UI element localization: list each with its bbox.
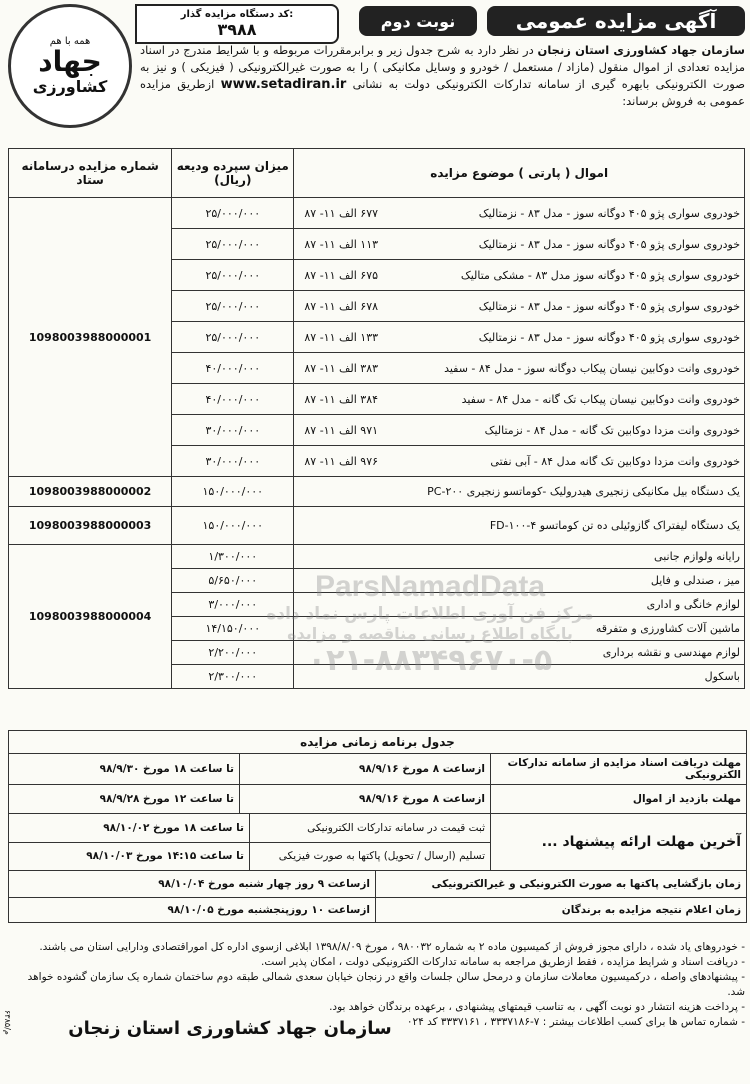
schedule-row — [9, 754, 746, 785]
schedule-row — [9, 785, 746, 814]
item-deposit: ۲/۳۰۰/۰۰۰ — [172, 665, 294, 689]
item-description — [294, 198, 745, 229]
item-description — [294, 353, 745, 384]
logo-top-text: همه با هم — [49, 36, 91, 47]
item-plate: ۱۱۳ الف ۱۱- ۸۷ — [304, 237, 379, 251]
schedule-from: ازساعت ۸ مورخ ۹۸/۹/۱۶ — [239, 785, 490, 813]
table-row — [9, 477, 745, 507]
note-item: - شماره تماس ها برای کسب اطلاعات بیشتر : ۷-۳۳۳۷۱۸۶ ، ۳۳۳۷۱۶۱ کد ۰۲۴ — [406, 1016, 745, 1028]
item-description — [294, 415, 745, 446]
auction-ref-number: 1098003988000001 — [9, 198, 172, 477]
item-description — [294, 229, 745, 260]
item-description — [294, 260, 745, 291]
schedule-subrow — [9, 843, 490, 871]
item-description — [294, 291, 745, 322]
item-description: یک دستگاه لیفتراک گازوئیلی ده تن کوماتسو FD-۱۰۰-۴ — [294, 507, 745, 545]
intro-paragraph — [140, 42, 745, 110]
schedule-from: ازساعت ۸ مورخ ۹۸/۹/۱۶ — [239, 754, 490, 784]
auction-items-table — [8, 148, 745, 689]
item-deposit: ۲۵/۰۰۰/۰۰۰ — [172, 260, 294, 291]
schedule-value: ازساعت ۹ روز چهار شنبه مورخ ۹۸/۱۰/۰۴ — [158, 878, 370, 890]
note-item: - دریافت اسناد و شرایط مزایده ، فقط ازطریق مراجعه به سامانه تدارکات الکترونیکی دولت ، امکان پذیر است. — [260, 956, 745, 968]
item-desc-wrap — [298, 393, 740, 406]
item-deposit: ۲۵/۰۰۰/۰۰۰ — [172, 229, 294, 260]
item-description: رایانه ولوازم جانبی — [294, 545, 745, 569]
auction-ref-number: 1098003988000004 — [9, 545, 172, 689]
schedule-row — [9, 898, 746, 922]
schedule-to: تا ساعت ۱۸ مورخ ۹۸/۱۰/۰۲ — [103, 821, 244, 834]
note-item: - خودروهای یاد شده ، دارای مجوز فروش از کمیسیون ماده ۲ به شماره ۹۸۰۰۳۲ ، مورخ ۱۳۹۸/۸/۰۹ ابلاغی ازسوی اداره کل اموراقتصادی ودارایی استان می باشند. — [39, 941, 745, 953]
setadiran-link[interactable]: www.setadiran.ir — [220, 77, 347, 92]
side-code: م/۶۳۸۵ — [3, 1010, 12, 1035]
item-deposit: ۳۰/۰۰۰/۰۰۰ — [172, 415, 294, 446]
col-header-deposit: میزان سپرده ودیعه (ریال) — [172, 149, 294, 198]
schedule-value: ازساعت ۱۰ روزپنجشنبه مورخ ۹۸/۱۰/۰۵ — [167, 904, 370, 916]
item-plate: ۶۷۷ الف ۱۱- ۸۷ — [304, 206, 379, 220]
item-deposit: ۳۰/۰۰۰/۰۰۰ — [172, 446, 294, 477]
item-description: ماشین آلات کشاورزی و متفرقه — [294, 617, 745, 641]
schedule-to: تا ساعت ۱۴:۱۵ مورخ ۹۸/۱۰/۰۳ — [86, 850, 244, 863]
item-deposit: ۱۵۰/۰۰۰/۰۰۰ — [172, 477, 294, 507]
organizer-code-label: کد دستگاه مزایده گذار: — [180, 9, 294, 20]
item-desc-text: خودروی وانت دوکابین نیسان پیکاب دوگانه سوز - مدل ۸۴ - سفید — [444, 361, 740, 375]
schedule-table — [8, 730, 747, 923]
item-deposit: ۲۵/۰۰۰/۰۰۰ — [172, 198, 294, 229]
jihad-keshavarzi-logo — [8, 4, 132, 128]
item-description — [294, 446, 745, 477]
schedule-group-label: آخرین مهلت ارائه پیشنهاد ... — [490, 814, 746, 870]
schedule-to: تا ساعت ۱۲ مورخ ۹۸/۹/۲۸ — [99, 793, 234, 805]
footer-signature: سازمان جهاد کشاورزی استان زنجان — [68, 1018, 392, 1039]
item-plate: ۹۷۶ الف ۱۱- ۸۷ — [304, 454, 379, 468]
item-desc-wrap — [298, 269, 740, 282]
round-label: نوبت دوم — [359, 6, 477, 36]
item-desc-wrap — [298, 455, 740, 468]
table-row — [9, 507, 745, 545]
item-deposit: ۴۰/۰۰۰/۰۰۰ — [172, 384, 294, 415]
schedule-label: زمان اعلام نتیجه مزایده به برندگان — [375, 898, 746, 922]
item-deposit: ۳/۰۰۰/۰۰۰ — [172, 593, 294, 617]
col-header-ref: شماره مزایده درسامانه ستاد — [9, 149, 172, 198]
item-plate: ۱۳۳ الف ۱۱- ۸۷ — [304, 330, 379, 344]
item-deposit: ۱/۳۰۰/۰۰۰ — [172, 545, 294, 569]
item-desc-wrap — [298, 362, 740, 375]
item-desc-text: خودروی وانت مزدا دوکابین تک گانه - مدل ۸۴ - نزمتالیک — [484, 423, 740, 437]
schedule-label: مهلت بازدید از اموال — [490, 785, 746, 813]
item-plate: ۳۸۳ الف ۱۱- ۸۷ — [304, 361, 379, 375]
item-desc-wrap — [298, 424, 740, 437]
item-description — [294, 384, 745, 415]
schedule-label: زمان بازگشایی پاکتها به صورت الکترونیکی و غیرالکترونیکی — [375, 871, 746, 897]
item-desc-text: خودروی سواری پژو ۴۰۵ دوگانه سوز مدل ۸۳ - مشکی متالیک — [460, 268, 740, 282]
organizer-code-value: ۳۹۸۸ — [217, 20, 257, 39]
col-header-desc: اموال ( پارتی ) موضوع مزایده — [294, 149, 745, 198]
item-desc-text: خودروی وانت مزدا دوکابین تک گانه مدل ۸۴ - آبی نفتی — [490, 454, 740, 468]
item-deposit: ۵/۶۵۰/۰۰۰ — [172, 569, 294, 593]
item-deposit: ۲۵/۰۰۰/۰۰۰ — [172, 322, 294, 353]
item-desc-wrap — [298, 331, 740, 344]
schedule-sublabel: تسلیم (ارسال / تحویل) پاکتها به صورت فیزیکی — [249, 843, 490, 871]
table-header-row — [9, 149, 745, 198]
intro-text-2: ازطریق مزایده عمومی به فروش برساند: — [140, 77, 745, 108]
item-description: لوازم مهندسی و نقشه برداری — [294, 641, 745, 665]
notes-section — [8, 940, 745, 1030]
auction-ref-number: 1098003988000003 — [9, 507, 172, 545]
item-desc-text: خودروی سواری پژو ۴۰۵ دوگانه سوز - مدل ۸۳ - نزمتالیک — [478, 330, 740, 344]
item-plate: ۶۷۸ الف ۱۱- ۸۷ — [304, 299, 379, 313]
schedule-title: جدول برنامه زمانی مزایده — [9, 731, 746, 754]
schedule-subrows — [9, 814, 490, 870]
watermark-line-2: مرکز فن آوری اطلاعات پارس نماد داده — [266, 604, 594, 624]
organization-name: سازمان جهاد کشاورزی استان زنجان — [537, 43, 745, 57]
item-plate: ۳۸۴ الف ۱۱- ۸۷ — [304, 392, 379, 406]
watermark-line-1: ParsNamadData — [314, 570, 546, 603]
item-desc-text: خودروی سواری پژو ۴۰۵ دوگانه سوز - مدل ۸۳ - نزمتالیک — [478, 206, 740, 220]
item-desc-wrap — [298, 238, 740, 251]
item-description: یک دستگاه بیل مکانیکی زنجیری هیدرولیک -کوماتسو زنجیری PC-۲۰۰ — [294, 477, 745, 507]
item-desc-text: خودروی وانت دوکابین نیسان پیکاب تک گانه - مدل ۸۴ - سفید — [461, 392, 740, 406]
item-description: لوازم خانگی و اداری — [294, 593, 745, 617]
table-row — [9, 545, 745, 569]
note-item: - پرداخت هزینه انتشار دو نوبت آگهی ، به تناسب قیمتهای پیشنهادی ، برعهده برندگان خواهد بود. — [329, 1001, 745, 1013]
item-deposit: ۲۵/۰۰۰/۰۰۰ — [172, 291, 294, 322]
item-deposit: ۱۵۰/۰۰۰/۰۰۰ — [172, 507, 294, 545]
schedule-subrow — [9, 814, 490, 843]
organizer-code-box — [135, 4, 339, 44]
schedule-to: تا ساعت ۱۸ مورخ ۹۸/۹/۳۰ — [99, 763, 234, 775]
schedule-row — [9, 871, 746, 898]
table-row — [9, 198, 745, 229]
logo-bottom-text: کشاورزی — [32, 77, 108, 96]
schedule-sublabel: ثبت قیمت در سامانه تدارکات الکترونیکی — [249, 814, 490, 842]
item-desc-wrap — [298, 300, 740, 313]
item-deposit: ۲/۲۰۰/۰۰۰ — [172, 641, 294, 665]
note-item: - پیشنهادهای واصله ، درکمیسیون معاملات سازمان و درمحل سالن جلسات واقع در زنجان خیابان سعدی شمالی طبقه دوم ساختمان شماره یک سازمان گشوده خواهد شد. — [27, 971, 745, 998]
header-bar — [135, 4, 745, 38]
watermark-line-4: ۰۲۱-۸۸۳۴۹۶۷۰-۵ — [307, 643, 553, 678]
item-plate: ۶۷۵ الف ۱۱- ۸۷ — [304, 268, 379, 282]
item-desc-wrap — [298, 207, 740, 220]
item-desc-text: خودروی سواری پژو ۴۰۵ دوگانه سوز - مدل ۸۳ - نزمتالیک — [478, 237, 740, 251]
notice-title: آگهی مزایده عمومی — [487, 6, 745, 36]
item-plate: ۹۷۱ الف ۱۱- ۸۷ — [304, 423, 379, 437]
table-body — [9, 198, 745, 689]
item-deposit: ۴۰/۰۰۰/۰۰۰ — [172, 353, 294, 384]
auction-ref-number: 1098003988000002 — [9, 477, 172, 507]
schedule-row — [9, 814, 746, 871]
item-desc-text: خودروی سواری پژو ۴۰۵ دوگانه سوز - مدل ۸۳ - نزمتالیک — [478, 299, 740, 313]
item-deposit: ۱۴/۱۵۰/۰۰۰ — [172, 617, 294, 641]
item-description: میز ، صندلی و فایل — [294, 569, 745, 593]
intro-text-1: در نظر دارد به شرح جدول زیر و برابرمقررات مربوطه و با شرایط مندرج در اسناد مزایده تعدادی از اموال منقول (مازاد / مستعمل / خودرو و وسایل مکانیکی ) را به صورت غیرالکترونیکی ( فیزیکی ) و نیز به صورت الکترونیکی بابهره گیری از سامانه تدارکات الکترونیکی دولت به نشانی — [140, 43, 746, 91]
item-description: باسکول — [294, 665, 745, 689]
schedule-label: مهلت دریافت اسناد مزایده از سامانه تدارکات الکترونیکی — [490, 754, 746, 784]
logo-main-text: جهاد — [38, 45, 102, 78]
item-description — [294, 322, 745, 353]
watermark-line-3: پایگاه اطلاع رسانی مناقصه و مزایده — [287, 624, 573, 643]
